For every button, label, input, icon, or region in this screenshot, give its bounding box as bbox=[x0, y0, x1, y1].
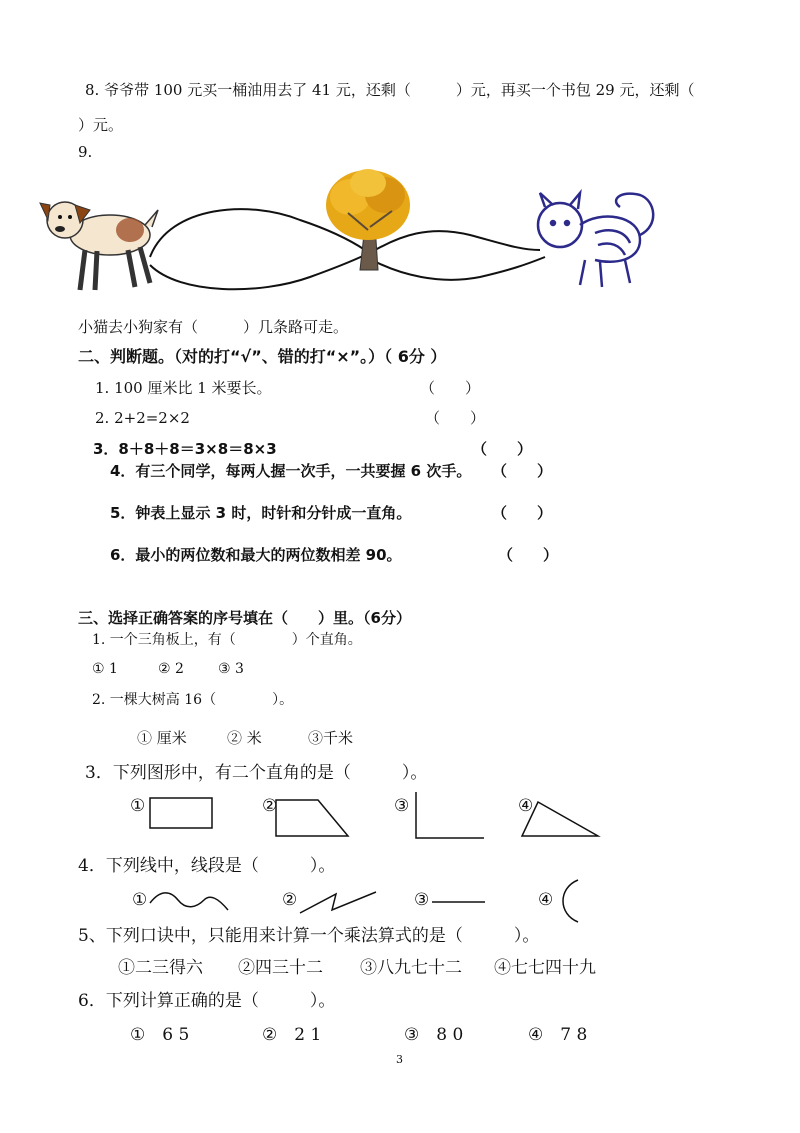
choice-q4: 4．下列线中，线段是（ ）。 bbox=[78, 856, 336, 876]
choice-q3-option-2[interactable]: ② bbox=[262, 796, 278, 816]
choice-q6: 6．下列计算正确的是（ ）。 bbox=[78, 991, 336, 1011]
tree-icon bbox=[326, 169, 410, 270]
choice-q6-option-1[interactable]: ① 6 5 bbox=[130, 1025, 190, 1045]
choice-q1: 1. 一个三角板上，有（ ）个直角。 bbox=[92, 632, 362, 648]
choice-q5: 5、下列口诀中，只能用来计算一个乘法算式的是（ ）。 bbox=[78, 926, 540, 946]
choice-q2: 2. 一棵大树高 16（ ）。 bbox=[92, 692, 294, 708]
choice-q5-option-2[interactable]: ②四三十二 bbox=[238, 958, 323, 978]
choice-q4-option-1[interactable]: ① bbox=[132, 890, 148, 910]
choice-q4-option-3[interactable]: ③ bbox=[414, 890, 430, 910]
judge-blank-1[interactable]: （ ） bbox=[420, 379, 481, 397]
choice-q2-option-1[interactable]: ① 厘米 bbox=[137, 729, 187, 747]
page-number: 3 bbox=[396, 1053, 403, 1066]
choice-q4-option-4[interactable]: ④ bbox=[538, 890, 554, 910]
choice-q4-option-2[interactable]: ② bbox=[282, 890, 298, 910]
q9-question: 小猫去小狗家有（ ）几条路可走。 bbox=[78, 318, 349, 336]
judge-blank-6[interactable]: （ ） bbox=[498, 546, 559, 564]
choice-q6-option-3[interactable]: ③ 8 0 bbox=[404, 1025, 464, 1045]
choice-q3-option-4[interactable]: ④ bbox=[518, 796, 534, 816]
q8-line1: 8. 爷爷带 100 元买一桶油用去了 41 元，还剩（ ）元，再买一个书包 29 元，还剩（ bbox=[85, 81, 695, 99]
choice-q1-option-1[interactable]: ① 1 bbox=[92, 661, 118, 677]
section2-title: 二、判断题。（对的打“√”、错的打“×”。）（ 6分 ） bbox=[78, 347, 447, 366]
judge-item-3: 3．8＋8＋8＝3×8＝8×3 bbox=[93, 440, 277, 458]
choice-q5-option-3[interactable]: ③八九七十二 bbox=[360, 958, 462, 978]
choice-q5-option-1[interactable]: ①二三得六 bbox=[118, 958, 203, 978]
judge-blank-3[interactable]: （ ） bbox=[472, 440, 533, 458]
segment-line-shape bbox=[430, 893, 490, 913]
wavy-line-shape bbox=[148, 888, 238, 918]
judge-item-2: 2. 2+2=2×2 bbox=[95, 409, 190, 427]
q9-picture bbox=[0, 165, 800, 305]
dog-icon bbox=[40, 202, 158, 290]
judge-item-6: 6．最小的两位数和最大的两位数相差 90。 bbox=[110, 546, 402, 564]
judge-blank-4[interactable]: （ ） bbox=[492, 462, 553, 480]
choice-q1-option-2[interactable]: ② 2 bbox=[158, 661, 184, 677]
choice-q1-option-3[interactable]: ③ 3 bbox=[218, 661, 244, 677]
q8-line2: ）元。 bbox=[78, 116, 124, 134]
judge-blank-5[interactable]: （ ） bbox=[492, 504, 553, 522]
choice-q6-option-2[interactable]: ② 2 1 bbox=[262, 1025, 322, 1045]
section3-title: 三、选择正确答案的序号填在（ ）里。（6分） bbox=[78, 609, 411, 627]
trapezoid-shape bbox=[268, 796, 358, 841]
judge-item-5: 5．钟表上显示 3 时，时针和分针成一直角。 bbox=[110, 504, 412, 522]
judge-blank-2[interactable]: （ ） bbox=[425, 409, 486, 427]
choice-q3-option-1[interactable]: ① bbox=[130, 796, 146, 816]
right-angle-shape bbox=[412, 790, 492, 845]
choice-q5-option-4[interactable]: ④七七四十九 bbox=[494, 958, 596, 978]
cat-icon bbox=[538, 193, 653, 287]
choice-q3: 3．下列图形中，有二个直角的是（ ）。 bbox=[85, 763, 428, 783]
choice-q2-option-3[interactable]: ③千米 bbox=[308, 729, 354, 747]
judge-item-1: 1. 100 厘米比 1 米要长。 bbox=[95, 379, 272, 397]
judge-item-4: 4．有三个同学，每两人握一次手，一共要握 6 次手。 bbox=[110, 462, 472, 480]
choice-q2-option-2[interactable]: ② 米 bbox=[227, 729, 262, 747]
triangle-shape bbox=[520, 798, 605, 843]
choice-q6-option-4[interactable]: ④ 7 8 bbox=[528, 1025, 588, 1045]
rectangle-shape bbox=[148, 796, 218, 831]
arc-line-shape bbox=[556, 876, 586, 926]
zigzag-line-shape bbox=[296, 888, 386, 918]
q9-number: 9. bbox=[78, 143, 93, 161]
choice-q3-option-3[interactable]: ③ bbox=[394, 796, 410, 816]
